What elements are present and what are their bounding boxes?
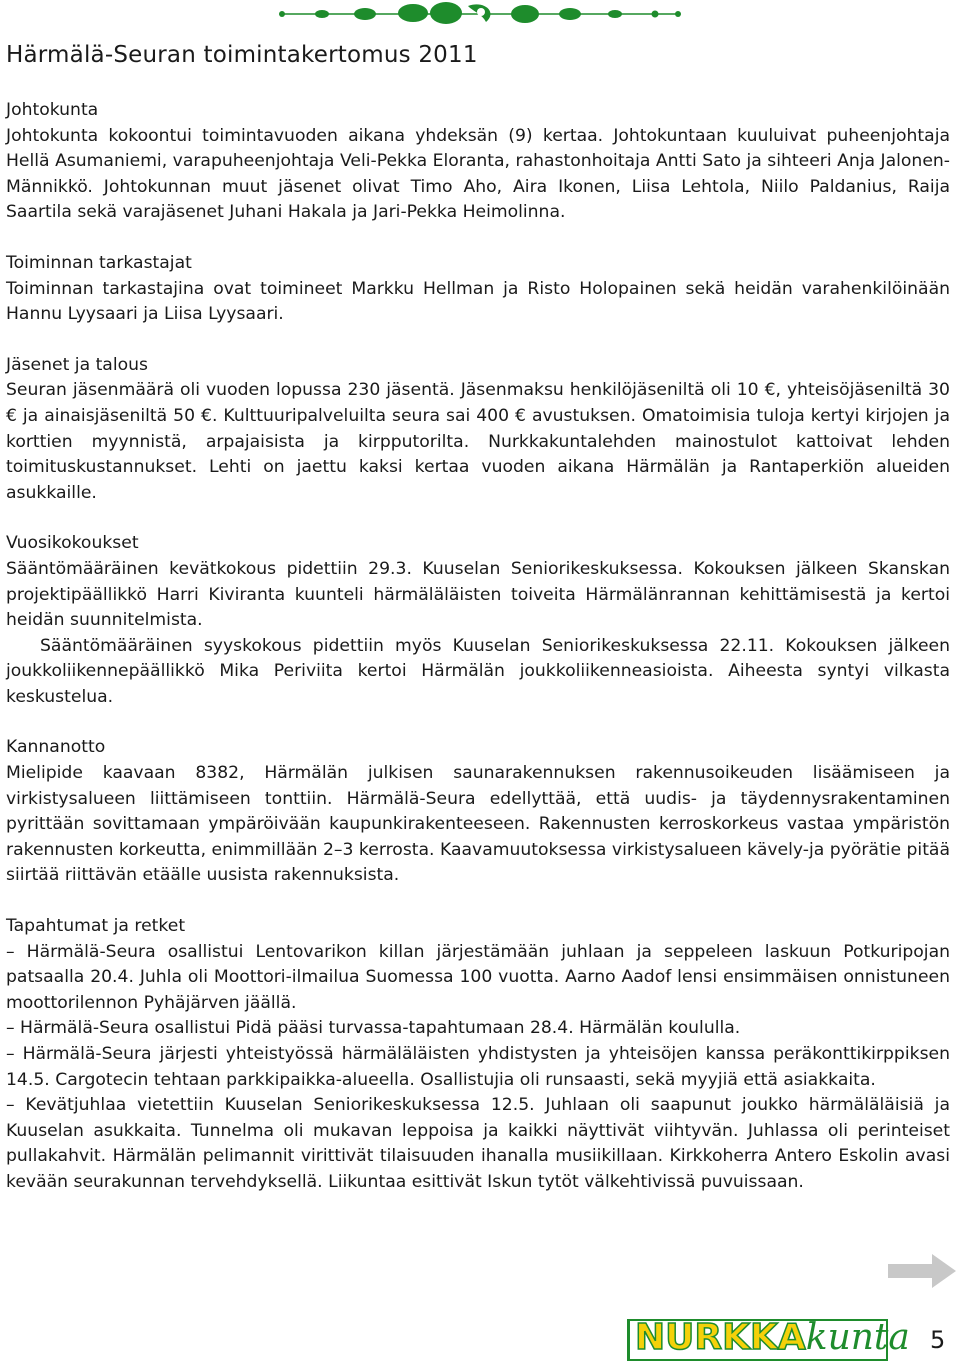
section-paragraph: Sääntömääräinen syyskokous pidettiin myös Kuuselan Seniorikeskuksessa 22.11. Kokouksen jälkeen joukkoliikennepäällikkö Mika Periviita kertoi Härmälän joukkoliikenneasioista. Aiheesta syntyi vilkasta keskustelua. — [6, 635, 950, 707]
section-heading: Kannanotto — [6, 737, 106, 758]
article-body — [6, 98, 950, 1221]
event-item: – Kevätjuhlaa vietettiin Kuuselan Seniorikeskuksessa 12.5. Juhlaan oli saapunut joukko härmäläläisiä ja Kuuselan asukkaita. Tunnelma oli mukavan leppoisa ja kaikki näyttivät viihtyvän. Juhlassa oli perinteiset pullakahvit. Härmälän pelimannit virittivät tilaisuuden ihanalla musiikillaan. Kirkkoherra Antero Eskolin avasi kevään seurakunnan tervehdyksellä. Liikuntaa esittivät Iskun tytöt välkehtivissä puvuissaan. — [6, 1095, 950, 1192]
section-vuosikokoukset — [6, 531, 950, 710]
event-item: – Härmälä-Seura osallistui Lentovarikon killan järjestämään juhlaan ja seppeleen laskuun Potkuripojan patsaalla 20.4. Juhla oli Moottori-ilmailua Suomessa 100 vuotta. Aarno Aadof lensi ensimmäisen onnistuneen moottorilennon Pyhäjärven jäällä. — [6, 941, 950, 1013]
page-number: 5 — [930, 1326, 946, 1354]
section-toiminnan-tarkastajat — [6, 251, 950, 328]
page-title: Härmälä-Seuran toimintakertomus 2011 — [6, 42, 478, 68]
section-paragraph: Johtokunta kokoontui toimintavuoden aikana yhdeksän (9) kertaa. Johtokuntaan kuuluivat puheenjohtaja Hellä Asumaniemi, varapuheenjohtaja Veli-Pekka Eloranta, rahastonhoitaja Antti Sato ja sihteeri Anja Jalonen-Männikkö. Johtokunnan muut jäsenet olivat Timo Aho, Aira Ikonen, Liisa Lehtola, Niilo Paldanius, Raija Saartila sekä varajäsenet Juhani Hakala ja Jari-Pekka Heimolinna. — [6, 125, 950, 223]
section-johtokunta — [6, 98, 950, 226]
section-heading: Johtokunta — [6, 100, 99, 120]
section-tapahtumat-ja-retket — [6, 914, 950, 1196]
logo-kunta-text: kunta — [805, 1317, 910, 1358]
decorative-vine-ornament — [270, 0, 690, 30]
event-item: – Härmälä-Seura järjesti yhteistyössä härmäläläisten yhdistysten ja yhteisöjen kanssa peräkonttikirppiksen 14.5. Cargotecin tehtaan parkkipaikka-alueella. Osallistujia oli runsaasti, sekä myyjiä että asiakkaita. — [6, 1044, 950, 1090]
section-heading: Vuosikokoukset — [6, 533, 139, 554]
section-heading: Tapahtumat ja retket — [6, 916, 186, 937]
section-paragraph: Mielipide kaavaan 8382, Härmälän julkisen saunarakennuksen rakennusoikeuden lisäämiseen ja virkistysalueen liittämiseen tonttiin. Härmälä-Seura edellyttää, että uudis- ja täydennysrakentaminen pyrittään sovittamaan ympäröivään kaupunkirakenteeseen. Rakennusten kerroskorkeus vastaa ympäristön rakennusten korkeutta, enimmillään 2–3 kerrosta. Kaavamuutoksessa virkistysalueen kävely-ja pyörätie pitää siirtää riittävän etäälle uusista rakennuksista. — [6, 763, 950, 886]
event-item: – Härmälä-Seura osallistui Pidä pääsi turvassa-tapahtumaan 28.4. Härmälän koululla. — [6, 1018, 741, 1039]
section-heading: Jäsenet ja talous — [6, 354, 148, 375]
section-jasenet-ja-talous — [6, 353, 950, 507]
logo-nurkka-text: NURKKA — [635, 1317, 806, 1358]
section-paragraph: Toiminnan tarkastajina ovat toimineet Markku Hellman ja Risto Holopainen sekä heidän varahenkilöinään Hannu Lyysaari ja Liisa Lyysaari. — [6, 278, 950, 325]
nurkkakunta-logo — [627, 1317, 910, 1361]
logo-wordmark — [635, 1317, 910, 1358]
section-heading: Toiminnan tarkastajat — [6, 252, 192, 273]
section-kannanotto — [6, 735, 950, 889]
continue-arrow-icon — [888, 1252, 958, 1290]
section-paragraph: Sääntömääräinen kevätkokous pidettiin 29.3. Kuuselan Seniorikeskuksessa. Kokouksen jälkeen Skanskan projektipäällikkö Harri Kiviranta kuunteli härmäläläisten toiveita Härmälänrannan kehittämisestä ja kertoi heidän suunnitelmista. — [6, 558, 950, 631]
section-paragraph: Seuran jäsenmäärä oli vuoden lopussa 230 jäsentä. Jäsenmaksu henkilöjäseniltä oli 10 €, yhteisöjäseniltä 30 € ja ainaisjäseniltä 50 €. Kulttuuripalveluilta seura sai 400 € avustuksen. Omatoimisia tuloja kertyi kirjojen ja korttien myynnistä, arpajaisista ja kirpputorilta. Nurkkakuntalehden mainostulot kattoivat lehden toimituskustannukset. Lehti on jaettu kaksi kertaa vuoden aikana Härmälän ja Rantaperkiön alueiden asukkaille. — [6, 380, 950, 503]
